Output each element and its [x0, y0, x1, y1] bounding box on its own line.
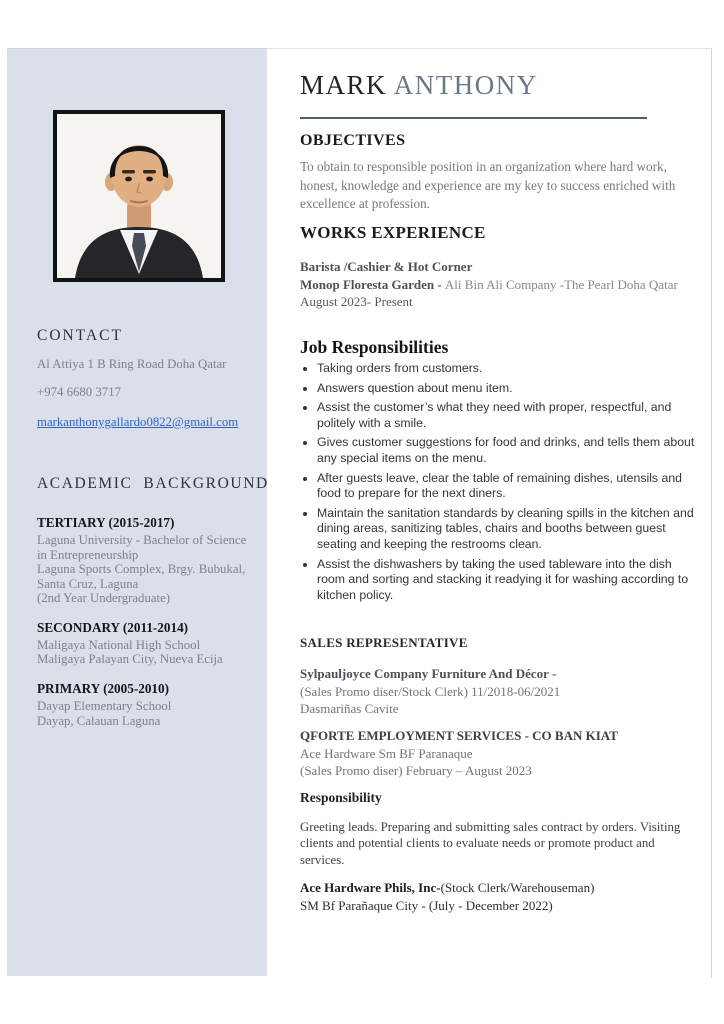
works-experience-heading: WORKS EXPERIENCE — [300, 223, 486, 242]
objectives-heading: OBJECTIVES — [300, 132, 406, 149]
company-name: Ace Hardware Phils, Inc- — [300, 880, 441, 895]
education-title: SECONDARY (2011-2014) — [37, 619, 189, 635]
contact-section — [37, 327, 252, 457]
education-title: TERTIARY (2015-2017) — [37, 515, 175, 530]
job-role: (Stock Clerk/Warehouseman) — [440, 880, 595, 895]
job-responsibilities-heading: Job Responsibilities — [300, 337, 449, 357]
academic-section — [37, 475, 269, 742]
portrait-photo — [53, 110, 225, 282]
education-line: Maligaya Palayan City, Nueva Ecija — [37, 652, 223, 667]
first-name: MARK — [300, 70, 388, 100]
contact-email — [37, 415, 238, 430]
education-line: Maligaya National High School — [37, 637, 201, 652]
job-company — [300, 276, 695, 294]
education-line: (2nd Year Undergraduate) — [37, 591, 171, 606]
education-title: PRIMARY (2005-2010) — [37, 681, 169, 697]
education-entry-primary — [37, 681, 252, 728]
job-title: QFORTE EMPLOYMENT SERVICES - CO BAN KIAT — [300, 728, 618, 743]
education-line: Dayap Elementary School — [37, 699, 172, 714]
academic-heading: ACADEMIC BACKGROUND — [37, 475, 269, 492]
responsibilities-list — [300, 361, 699, 607]
education-entry-secondary — [37, 620, 252, 667]
email-link[interactable]: markanthonygallardo0822@gmail.com — [37, 415, 239, 429]
education-line: Dayap, Calauan Laguna — [37, 713, 161, 728]
contact-phone: +974 6680 3717 — [37, 385, 121, 399]
sales-representative-heading: SALES REPRESENTATIVE — [300, 635, 468, 650]
person-avatar — [57, 114, 221, 278]
education-line: Laguna University - Bachelor of Science in Entrepreneurship — [37, 533, 247, 562]
job-title — [300, 879, 700, 897]
contact-address: Al Attiya 1 B Ring Road Doha Qatar — [37, 357, 227, 371]
education-line: Laguna Sports Complex, Brgy. Bubukal, Santa Cruz, Laguna — [37, 562, 246, 591]
responsibility-item: • Answers question about menu item. — [317, 381, 699, 397]
job-role-dates: (Sales Promo diser/Stock Clerk) 11/2018-06/2021 — [300, 683, 561, 699]
sidebar — [7, 48, 267, 976]
responsibility-item: • Assist the dishwashers by taking the used tableware into the dish room and sorting and stacking it readying it for washing according to kitchen policy. — [317, 557, 699, 604]
job-entry-qforte — [300, 727, 700, 780]
objectives-text: To obtain to responsible position in an organization where hard work, honest, knowledge and experience are my key to success enriched with excellence at profession. — [300, 159, 676, 212]
responsibility-subheading: Responsibility — [300, 790, 382, 805]
company-name: Monop Floresta Garden - — [300, 276, 445, 292]
last-name: ANTHONY — [393, 70, 538, 100]
responsibility-item: • After guests leave, clear the table of remaining dishes, utensils and food to prepare for the next diners. — [317, 471, 699, 502]
responsibility-item: • Taking orders from customers. — [317, 361, 699, 377]
responsibility-item: • Assist the customer’s what they need with proper, respectful, and politely with a smile. — [317, 400, 699, 431]
page-title — [300, 70, 538, 101]
job-entry-ace-hardware — [300, 879, 700, 914]
job-location: Ace Hardware Sm BF Paranaque — [300, 745, 473, 761]
responsibility-item: • Maintain the sanitation standards by cleaning spills in the kitchen and dining areas, sanitizing tables, chairs and booths between guest seating and keeping the restrooms clean. — [317, 506, 699, 553]
job-role-dates: (Sales Promo diser) February – August 2023 — [300, 763, 532, 778]
job-entry-barista — [300, 258, 695, 311]
job-title: Sylpauljoyce Company Furniture And Décor - — [300, 666, 557, 681]
job-title: Barista /Cashier & Hot Corner — [300, 259, 473, 274]
responsibility-text: Greeting leads. Preparing and submitting sales contract by orders. Visiting clients and potential clients to evaluate needs or promote product and services. — [300, 820, 681, 867]
company-location: Ali Bin Ali Company -The Pearl Doha Qatar — [444, 276, 678, 292]
responsibility-item: • Gives customer suggestions for food and drinks, and tells them about any special items on the menu. — [317, 435, 699, 466]
job-location: Dasmariñas Cavite — [300, 701, 399, 716]
page-right-edge — [711, 48, 712, 978]
education-entry-tertiary — [37, 515, 252, 606]
job-dates: August 2023- Present — [300, 294, 413, 309]
job-location-dates: SM Bf Parañaque City - (July - December 2022) — [300, 897, 553, 913]
name-underline-rule — [300, 117, 647, 119]
contact-heading: CONTACT — [37, 327, 123, 344]
job-entry-sylpauljoyce — [300, 665, 695, 718]
